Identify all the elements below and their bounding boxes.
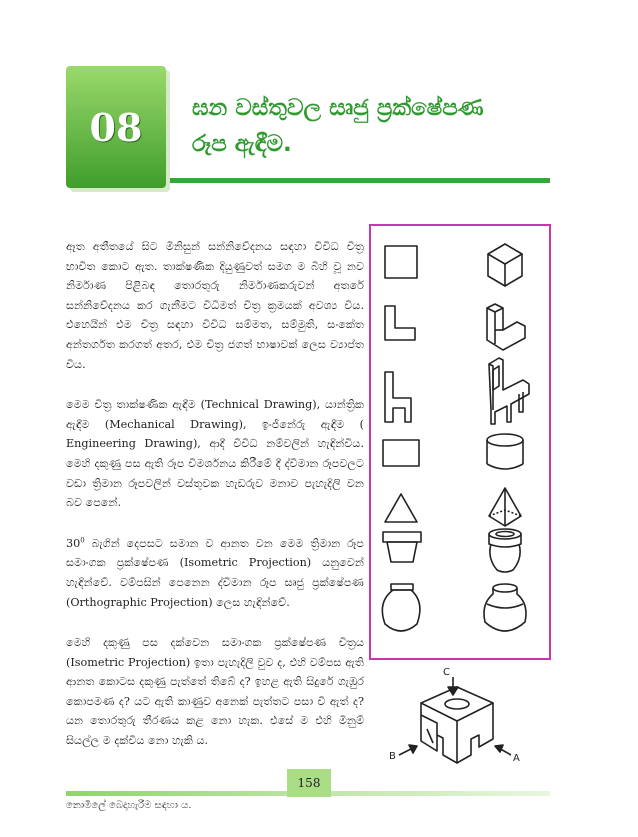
arrow-b-icon [399,745,417,755]
projection-comparison-figure [369,224,551,660]
arrow-c-icon [448,677,458,695]
l-shape-ortho-icon [385,306,415,340]
paragraph-intro: ඈත අතීතයේ සිට මිනිසුන් සන්නිවේදනය සඳහා විවිධ චිත්‍ර භාවිත කොට ඇත. තාක්ෂණික දියුණුවත් සමග ම බිහි වූ නව නිර්මාණ පිළිබඳ තොරතුරු නිර්මාණකරුවන් අතරේ සන්නිවේදනය කර ගැනීමට විධිමත් චිත්‍ර ක්‍රමයක් අවශ්‍ය විය. එහෙයින් එම චිත්‍ර සඳහා විවිධ සම්මත, සම්මුති, සංකේත අන්තර්ගත කරගත් අතර, එම චිත්‍ර ජගත් භාෂාවක් ලෙස ව්‍යාප්ත විය. [66,240,364,371]
l-block-iso-icon [487,304,525,350]
page-number: 158 [287,769,331,797]
pot-iso-icon [484,584,526,631]
paragraph-drawing-types: මෙම චිත්‍ර තාක්ෂණික ඇඳීම (Technical Drawing), යාන්ත්‍රික ඇඳීම (Mechanical Drawing), ඉංජිනේරු ඇඳීම ( Engineering Drawing), ආදී විවිධ නම්වලින් හැඳින්විය. මෙහි දකුණු පස ඇති රූප විමර්ශනය කිරීමේ දී ද්විමාන රූපවලට වඩා ත්‍රිමාන රූපවලින් වස්තුවක හැඩරුව මනාව පැහැදිලි වන බව පෙනේ. [66,398,364,510]
degree-mark: 0 [80,535,85,544]
paragraph-isometric-text: බැගින් දෙපසට සමාන ව ආනත වන මෙම ත්‍රිමාන රූප සමාංගක ප්‍රක්ෂේපණ (Isometric Projection) යනුවෙන් හැඳින්වේ. වම්පසින් පෙනෙන ද්විමාන රූප සෘජු ප්‍රක්ෂේපණ (Orthographic Projection) ලෙස හැඳින්වේ. [66,536,364,609]
label-b: B [389,751,396,762]
chair-iso-icon [489,358,529,424]
square-ortho-icon [385,246,417,278]
label-c: C [443,667,450,678]
paragraph-isometric [66,534,364,612]
title-divider [170,178,550,183]
paragraph-limitations: මෙහි දකුණු පස දක්වෙන සමාංගක ප්‍රක්ෂේපණ චිත්‍රය (Isometric Projection) ඉතා පැහැදිලි වුව ද, එහි වම්පස ඇති ආනත කොටස දකුණු පැත්තේ තිබේ ද? ඉහළ ඇති සිදුරේ ගැඹුර කොපමණ ද? යට ඇති කාණුව අනෙක් පැත්තට පසා වී ඇත් ද? යන තොරතුරු තීරණය කළ නො හැක. එසේ ම එහි මිනුම් සියල්ල ම දක්විය නො හැකි ය. [66,636,364,748]
page-title [192,90,552,162]
isometric-block-icon [421,687,493,763]
vase-iso-icon [489,529,521,572]
body-text [66,237,364,772]
footer-note: නොමිලේ බෙදාහැරීම සඳහා ය. [66,800,192,811]
angle-value: 30 [66,536,81,550]
isometric-block-figure [381,663,537,775]
title-line-2: රූප ඇඳීම. [192,131,292,157]
chapter-number: 08 [89,104,143,150]
pyramid-iso-icon [489,488,521,526]
cylinder-iso-icon [487,434,523,469]
pot-ortho-icon [382,584,420,631]
label-a: A [513,753,520,764]
arrow-a-icon [495,745,511,755]
cube-iso-icon [488,244,522,286]
chair-ortho-icon [385,372,411,422]
vase-ortho-icon [383,532,421,562]
triangle-ortho-icon [385,494,417,522]
rectangle-ortho-icon [383,440,419,466]
title-line-1: ඝන වස්තුවල සෘජු ප්‍රක්ෂේපණ [192,95,484,121]
